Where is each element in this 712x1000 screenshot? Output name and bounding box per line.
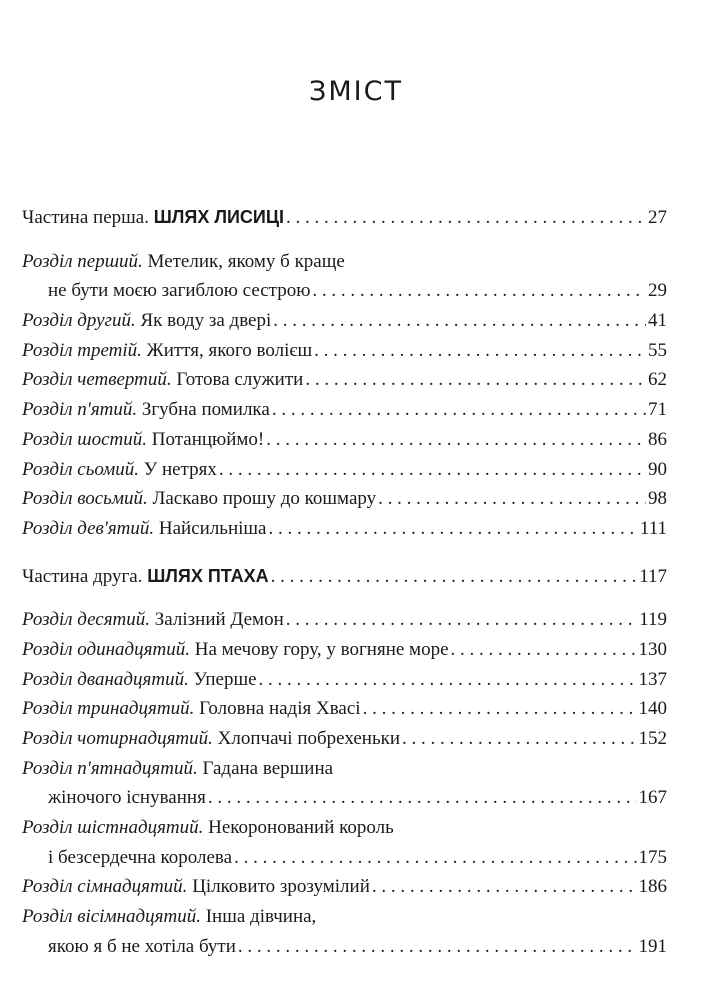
chapter-number: Розділ дванадцятий. <box>22 668 189 690</box>
chapter-title: Інша дівчина, <box>205 906 317 928</box>
toc-chapter-entry[interactable] <box>22 514 667 544</box>
chapter-title: Життя, якого волієш <box>146 339 313 361</box>
page-number: 71 <box>648 399 667 421</box>
dot-leader <box>286 605 637 635</box>
chapter-label <box>22 336 312 366</box>
chapter-title: Готова служити <box>176 369 304 391</box>
page-number: 186 <box>638 876 667 898</box>
part-prefix: Частина перша. <box>22 207 149 228</box>
chapter-title: не бути моєю загиблою сестрою <box>48 280 311 302</box>
chapter-label <box>22 665 257 695</box>
toc-row <box>22 276 667 306</box>
chapter-number: Розділ десятий. <box>22 609 151 631</box>
page-number: 191 <box>638 935 667 957</box>
dot-leader <box>259 665 637 695</box>
page-number: 41 <box>648 310 667 332</box>
toc-row <box>22 665 667 695</box>
chapter-label <box>22 514 267 544</box>
chapter-number: Розділ чотирнадцятий. <box>22 728 213 749</box>
toc-row <box>22 694 667 724</box>
dot-leader <box>208 783 637 813</box>
toc-part-label <box>22 203 284 233</box>
page-number: 27 <box>648 207 667 228</box>
chapter-label <box>22 247 345 277</box>
chapter-label <box>48 783 206 813</box>
toc-chapter-entry[interactable] <box>22 872 667 902</box>
page-number: 62 <box>648 369 667 391</box>
part-prefix: Частина друга. <box>22 565 143 587</box>
part-title: ШЛЯХ ПТАХА <box>147 565 269 586</box>
chapter-title: Хлопчачі побрехеньки <box>217 728 401 749</box>
dot-leader <box>312 276 646 306</box>
page-number: 137 <box>638 668 667 690</box>
chapter-title: Як воду за двері <box>140 310 272 332</box>
chapter-title: Цілковито зрозумілий <box>192 876 370 898</box>
table-of-contents <box>22 203 667 962</box>
chapter-number: Розділ п'ятнадцятий. <box>22 757 198 779</box>
chapter-title: Ласкаво прошу до кошмару <box>152 488 377 510</box>
toc-chapter-entry[interactable] <box>22 455 667 485</box>
page-number: 29 <box>648 280 667 302</box>
chapter-title: Уперше <box>193 668 257 690</box>
chapter-label <box>22 395 270 425</box>
dot-leader <box>271 562 638 592</box>
toc-row <box>22 872 667 902</box>
chapter-label <box>22 872 370 902</box>
toc-row <box>22 395 667 425</box>
dot-leader <box>378 484 646 514</box>
chapter-title: Головна надія Хвасі <box>199 698 361 720</box>
chapter-title: якою я б не хотіла бути <box>48 935 236 957</box>
chapter-label <box>22 425 264 455</box>
page-number: 140 <box>638 698 667 720</box>
chapter-title: У нетрях <box>143 458 217 480</box>
chapter-label <box>22 635 449 665</box>
part-title: ШЛЯХ ЛИСИЦІ <box>153 207 285 227</box>
toc-row <box>22 932 667 962</box>
chapter-number: Розділ вісімнадцятий. <box>22 906 201 928</box>
toc-chapter-entry[interactable] <box>22 425 667 455</box>
page-title: ЗМІСТ <box>309 76 403 107</box>
dot-leader <box>219 455 646 485</box>
page-number: 152 <box>638 728 667 749</box>
chapter-title: жіночого існування <box>48 787 206 809</box>
chapter-label <box>22 306 271 336</box>
page-number: 111 <box>639 517 667 539</box>
toc-row <box>22 203 667 233</box>
dot-leader <box>234 843 636 873</box>
toc-row <box>22 783 667 813</box>
chapter-label <box>22 605 284 635</box>
toc-row <box>22 605 667 635</box>
toc-chapter-entry[interactable] <box>22 395 667 425</box>
toc-chapter-entry[interactable] <box>22 724 667 754</box>
dot-leader <box>314 336 646 366</box>
page-number: 86 <box>648 428 667 450</box>
dot-leader <box>272 395 646 425</box>
chapter-number: Розділ перший. <box>22 250 143 272</box>
chapter-number: Розділ п'ятий. <box>22 399 138 421</box>
page-number: 175 <box>638 846 667 868</box>
chapter-number: Розділ сьомий. <box>22 458 139 480</box>
part-spacer <box>22 591 667 605</box>
chapter-label <box>22 694 361 724</box>
toc-row <box>22 306 667 336</box>
dot-leader <box>273 306 646 336</box>
chapter-label <box>48 276 310 306</box>
chapter-label <box>22 484 376 514</box>
dot-leader <box>266 425 646 455</box>
toc-row <box>22 813 667 843</box>
toc-part-label <box>22 562 269 592</box>
chapter-number: Розділ шостий. <box>22 428 148 450</box>
dot-leader <box>451 635 637 665</box>
toc-row <box>22 902 667 932</box>
dot-leader <box>286 203 646 233</box>
dot-leader <box>402 724 636 754</box>
toc-row <box>22 484 667 514</box>
page-number: 119 <box>639 609 667 631</box>
chapter-number: Розділ шістнадцятий. <box>22 817 204 839</box>
chapter-label <box>22 365 303 395</box>
toc-row <box>22 754 667 784</box>
dot-leader <box>238 932 637 962</box>
part-spacer <box>22 233 667 247</box>
page-number: 130 <box>638 638 667 660</box>
toc-part-entry[interactable] <box>22 562 667 592</box>
chapter-number: Розділ одинадцятий. <box>22 638 190 660</box>
chapter-title: Згубна помилка <box>141 399 270 421</box>
chapter-title: Метелик, якому б краще <box>147 250 345 272</box>
chapter-label <box>22 813 394 843</box>
toc-row <box>22 843 667 873</box>
dot-leader <box>269 514 638 544</box>
chapter-label <box>22 902 316 932</box>
toc-chapter-entry[interactable] <box>22 665 667 695</box>
chapter-label <box>48 843 232 873</box>
toc-chapter-entry[interactable] <box>22 635 667 665</box>
toc-row <box>22 425 667 455</box>
toc-row <box>22 514 667 544</box>
toc-chapter-entry[interactable] <box>22 365 667 395</box>
toc-chapter-entry[interactable] <box>22 336 667 366</box>
chapter-label <box>22 754 333 784</box>
toc-row <box>22 635 667 665</box>
page-number: 90 <box>648 458 667 480</box>
chapter-title: Залізний Демон <box>154 609 284 631</box>
toc-chapter-entry[interactable] <box>22 902 667 961</box>
toc-chapter-entry[interactable] <box>22 754 667 813</box>
toc-chapter-entry[interactable] <box>22 813 667 872</box>
chapter-title: Гадана вершина <box>202 757 334 779</box>
toc-chapter-entry[interactable] <box>22 605 667 635</box>
toc-row <box>22 336 667 366</box>
toc-row <box>22 724 667 754</box>
toc-chapter-entry[interactable] <box>22 694 667 724</box>
page-number: 117 <box>639 565 667 587</box>
chapter-title: Некоронований король <box>208 817 394 839</box>
chapter-number: Розділ дев'ятий. <box>22 517 155 539</box>
toc-row <box>22 365 667 395</box>
page-number: 55 <box>648 339 667 361</box>
chapter-label <box>22 455 217 485</box>
toc-row <box>22 247 667 277</box>
dot-leader <box>363 694 637 724</box>
chapter-label <box>22 724 400 754</box>
chapter-number: Розділ четвертий. <box>22 369 172 391</box>
page-number: 167 <box>638 787 667 809</box>
toc-chapter-entry[interactable] <box>22 484 667 514</box>
chapter-title: і безсердечна королева <box>48 846 233 868</box>
dot-leader <box>372 872 637 902</box>
page-number: 98 <box>648 488 667 510</box>
toc-part-entry[interactable] <box>22 203 667 233</box>
chapter-number: Розділ восьмий. <box>22 488 148 510</box>
toc-chapter-entry[interactable] <box>22 247 667 306</box>
chapter-title: Потанцюймо! <box>151 428 265 450</box>
chapter-title: Найсильніша <box>158 517 267 539</box>
part-spacer <box>22 544 667 562</box>
chapter-label <box>48 932 236 962</box>
toc-chapter-entry[interactable] <box>22 306 667 336</box>
chapter-title: На мечову гору, у вогняне море <box>194 638 449 660</box>
chapter-number: Розділ другий. <box>22 310 136 332</box>
toc-row <box>22 562 667 592</box>
chapter-number: Розділ третій. <box>22 339 142 361</box>
toc-row <box>22 455 667 485</box>
dot-leader <box>305 365 646 395</box>
chapter-number: Розділ тринадцятий. <box>22 698 195 720</box>
chapter-number: Розділ сімнадцятий. <box>22 876 188 898</box>
